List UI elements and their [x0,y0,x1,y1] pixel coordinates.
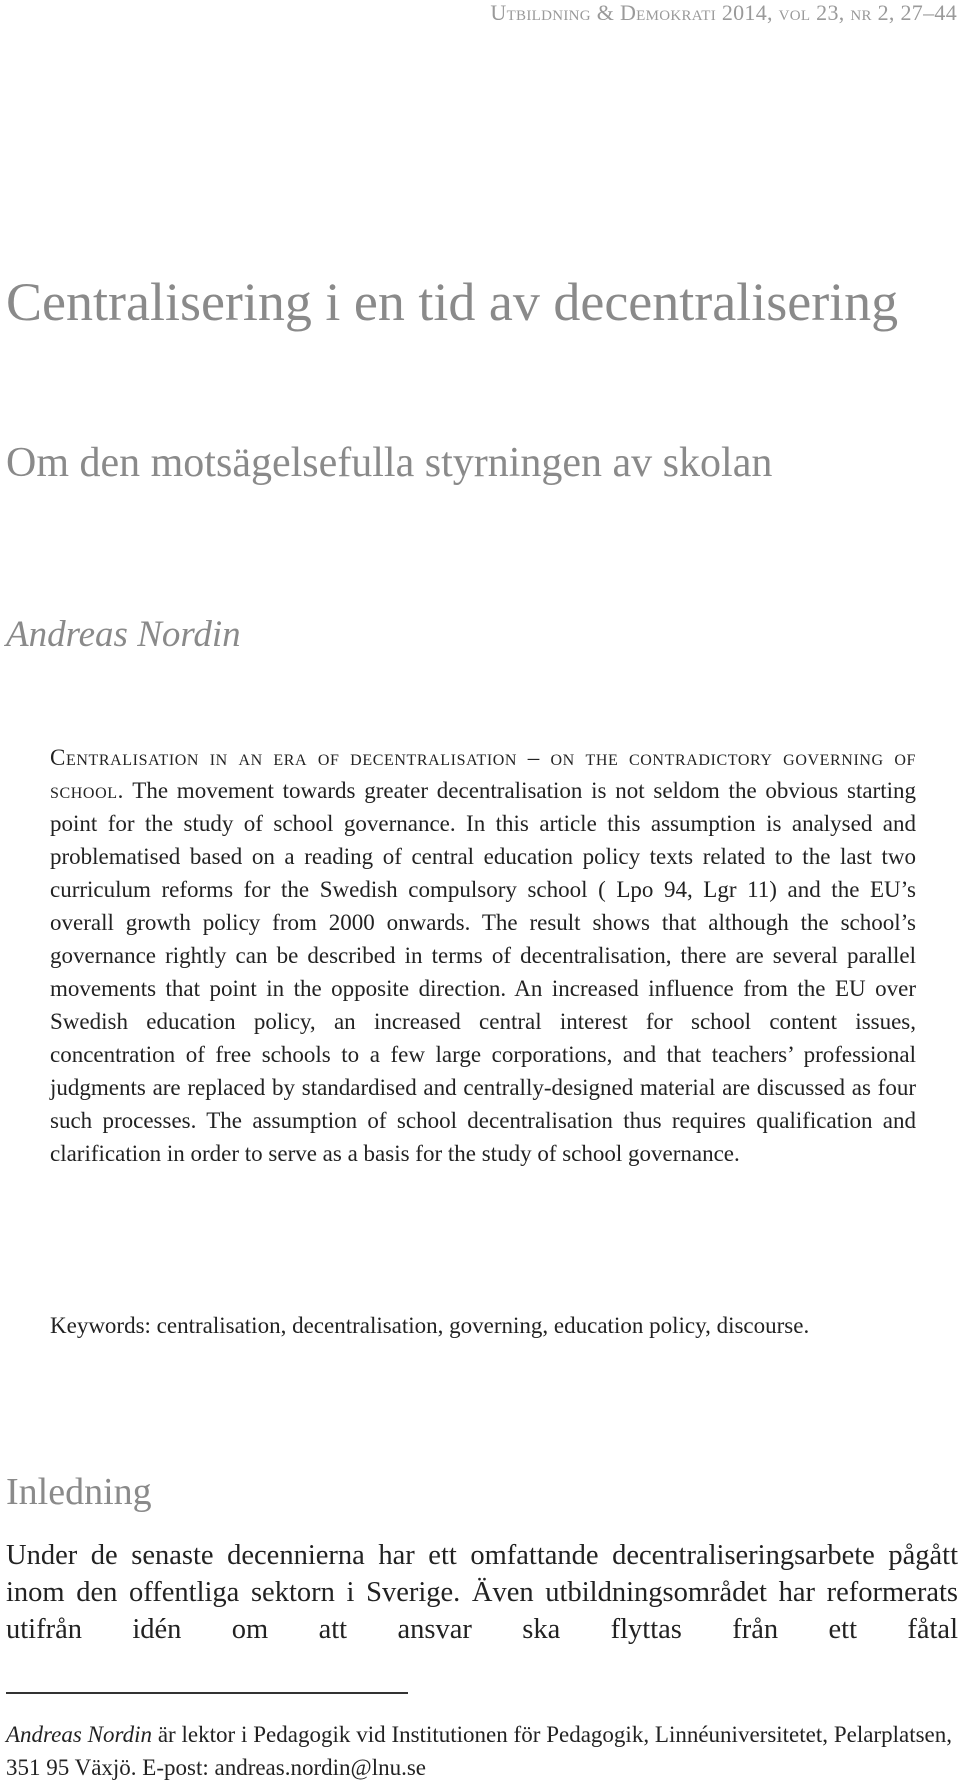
section-heading: Inledning [6,1471,152,1513]
article-subtitle: Om den motsägelsefulla styrningen av skolan [6,440,773,486]
abstract-text: The movement towards greater decentralisation is not seldom the obvious starting point for the study of school governance. In this article this assumption is analysed and problematised based on a reading of central education policy texts related to the last two curriculum reforms for the Swedish compulsory school ( Lpo 94, Lgr 11) and the EU’s overall growth policy from 2000 onwards. The result shows that although the school’s governance rightly can be described in terms of decentralisation, there are several parallel movements that point in the opposite direction. An increased influence from the EU over Swedish education policy, an increased central interest for school content issues, concentration of free schools to a few large corporations, and that teachers’ professional judgments are replaced by standardised and centrally-designed material are discussed as four such processes. The assumption of school decentralisation thus requires qualification and clarification in order to serve as a basis for the study of school governance. [50,778,916,1166]
journal-header: Utbildning & Demokrati 2014, vol 23, nr 2, 27–44 [490,0,957,25]
abstract [50,741,916,1170]
article-author: Andreas Nordin [6,614,241,655]
author-footnote [6,1718,952,1784]
keywords: Keywords: centralisation, decentralisation, governing, education policy, discourse. [50,1313,810,1338]
footnote-text: är lektor i Pedagogik vid Institutionen för Pedagogik, Linnéuniversitetet, Pelarplatsen, 351 95 Växjö. E-post: andreas.nordin@lnu.se [6,1722,952,1780]
body-paragraph: Under de senaste decennierna har ett omfattande decentraliseringsarbete pågått inom den offentliga sektorn i Sverige. Även utbildningsområdet har reformerats utifrån idén om att ansvar ska flyttas från ett fåtal [6,1540,958,1645]
footnote-author-name: Andreas Nordin [6,1722,152,1747]
article-title: Centralisering i en tid av decentralisering [6,272,899,332]
abstract-heading: Centralisation in an era of decentralisation – on the contradictory governing of school. [50,745,916,803]
footnote-divider [6,1692,408,1694]
